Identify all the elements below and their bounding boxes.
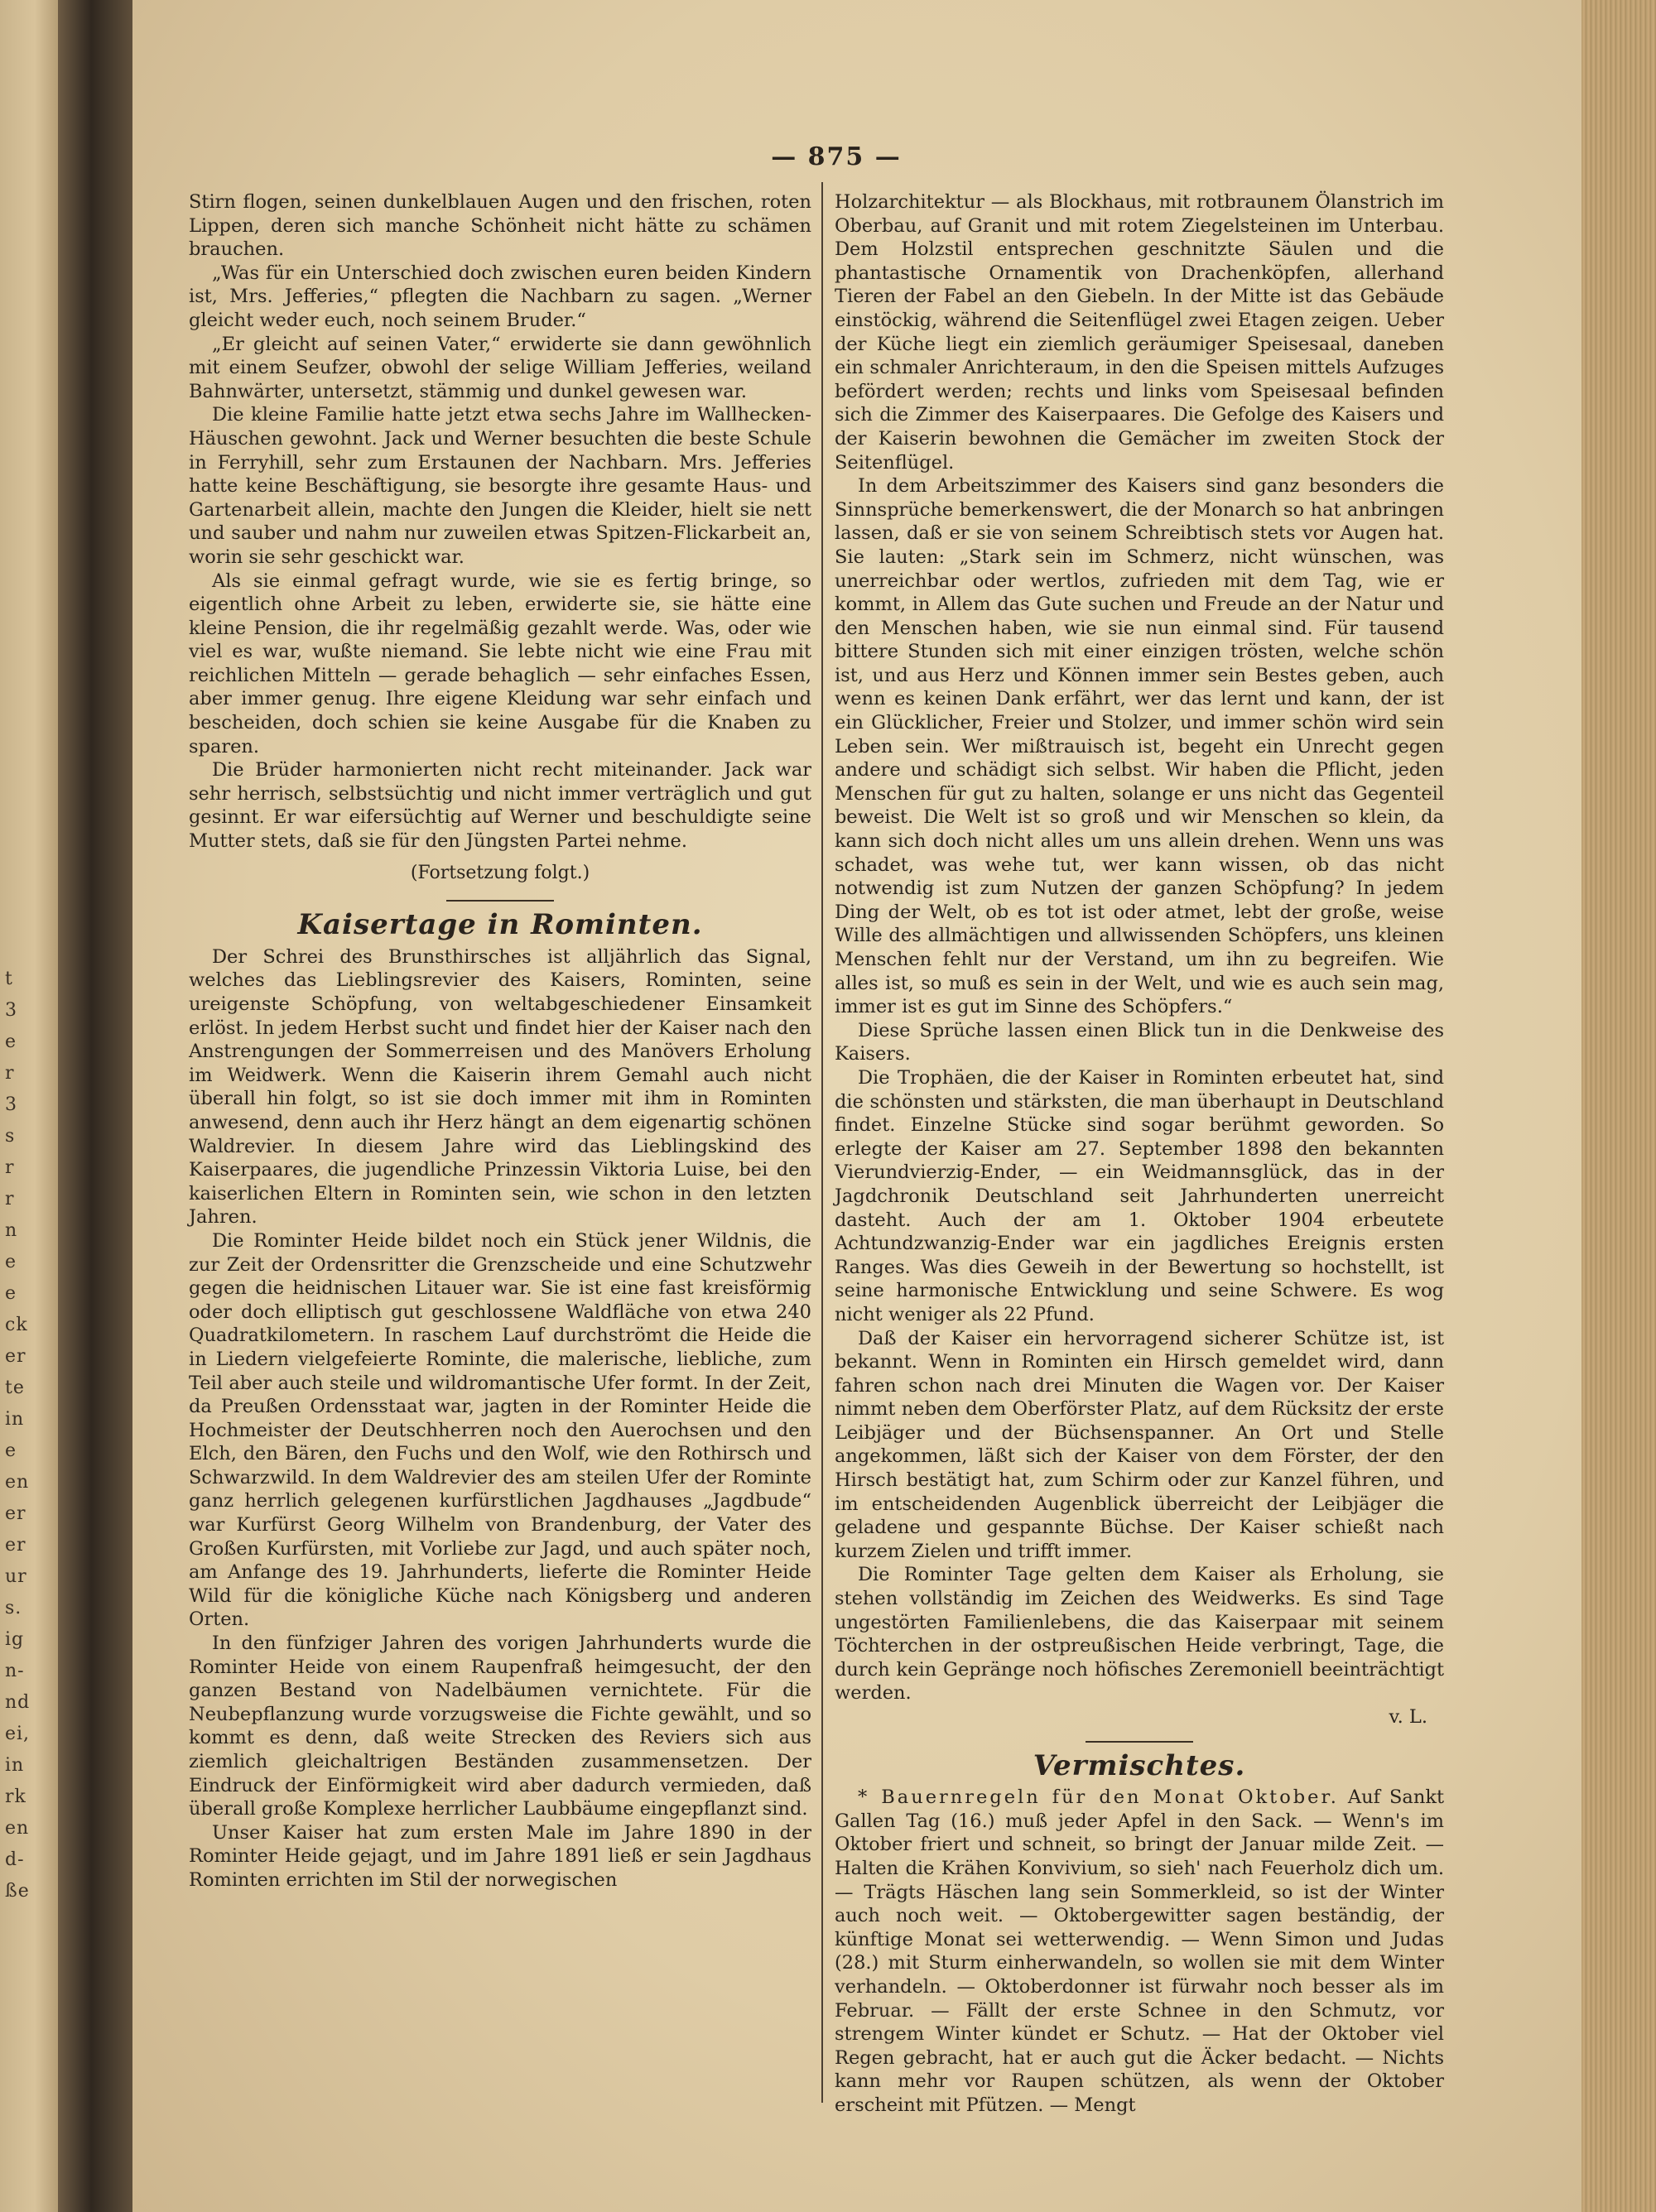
- left-page-fragment-text: s.: [5, 1598, 22, 1618]
- left-page-fragment-text: en: [5, 1472, 30, 1493]
- left-page-fragment-text: ei,: [5, 1724, 31, 1744]
- misc-lead: * Bauernregeln für den Monat Oktober.: [858, 1786, 1339, 1809]
- author-signature: v. L.: [1389, 1706, 1427, 1728]
- left-page-fragment-text: e: [5, 1252, 17, 1272]
- left-page-fragment-text: e: [5, 1440, 17, 1461]
- left-page-fragment-text: 3: [5, 1094, 17, 1115]
- column-divider: [821, 182, 823, 2103]
- left-page-fragment-text: nd: [5, 1692, 31, 1713]
- left-column: [189, 190, 811, 1892]
- left-page-fragment-text: r: [5, 1157, 15, 1178]
- article-paragraph: Die Rominter Tage gelten dem Kaiser als Erholung, sie stehen vollständig im Zeichen des Weidwerks. Es sind Tage ungestörten Familienlebens, die das Kaiserpaar mit seinem Töchterchen in der ostpreußischen Heide verbringt, Tage, die durch kein Gepränge noch höfisches Zeremoniell beeinträchtigt werden.: [835, 1564, 1444, 1705]
- article-paragraph: In den fünfziger Jahren des vorigen Jahrhunderts wurde die Rominter Heide von einem Raupenfraß heimgesucht, der den ganzen Bestand von Nadelbäumen vernichtete. Für die Neubepflanzung wurde vorzugsweise die Fichte gewählt, und so kommt es denn, daß weite Strecken des Reviers sich aus ziemlich gleichaltrigen Beständen zusammensetzen. Der Eindruck der Einförmigkeit wird aber dadurch vermieden, daß überall große Komplexe herrlicher Laubbäume eingepflanzt sind.: [189, 1633, 811, 1820]
- article-paragraph: In dem Arbeitszimmer des Kaisers sind ganz besonders die Sinnsprüche bemerkenswert, die der Monarch so hat anbringen lassen, daß er sie von seinem Schreibtisch stets vor Augen hat. Sie lauten: „Stark sein im Schmerz, nicht wünschen, was unerreichbar oder wertlos, zufrieden mit dem Tag, wie er kommt, in Allem das Gute suchen und Freude an der Natur und den Menschen haben, wie sie nun einmal sind. Für tausend bittere Stunden sich mit einer einzigen trösten, welche schön ist, und aus Herz und Können immer sein Bestes geben, auch wenn es keinen Dank erfährt, wer das lernt und kann, der ist ein Glücklicher, Freier und Stolzer, und immer schön wird sein Leben sein. Wer mißtrauisch ist, begeht ein Unrecht gegen andere und schädigt sich selbst. Wir haben die Pflicht, jeden Menschen für gut zu halten, solange er uns nicht das Gegenteil beweist. Die Welt ist so groß und wir Menschen so klein, da kann sich doch nicht alles um uns allein drehen. Wenn uns was schadet, was wehe tut, wer kann wissen, ob das nicht notwendig ist zum Nutzen der ganzen Schöpfung? In jedem Ding der Welt, ob es tot ist oder atmet, lebt der große, weise Wille des allmächtigen und allwissenden Schöpfers, uns kleinen Menschen fehlt nur der Verstand, um ihn zu begreifen. Wie alles ist, so muß es sein in der Welt, und wie es auch sein mag, immer ist es gut im Sinne des Schöpfers.“: [835, 475, 1444, 1018]
- left-page-fragment-text: e: [5, 1283, 17, 1304]
- misc-paragraph: [835, 1786, 1444, 2117]
- left-page-fragment-text: s: [5, 1126, 16, 1147]
- page-number: — 875 —: [771, 142, 902, 171]
- article-paragraph: Daß der Kaiser ein hervorragend sicherer Schütze ist, ist bekannt. Wenn in Rominten ein Hirsch gemeldet wird, dann fahren schon nach drei Minuten die Wagen vor. Der Kaiser nimmt neben dem Oberförster Platz, auf dem Rücksitz der erste Leibjäger und der Büchsenspanner. An Ort und Stelle angekommen, läßt sich der Kaiser von dem Förster, der den Hirsch bestätigt hat, zum Schirm oder zur Kanzel führen, und im entscheidenden Augenblick überreicht der Leibjäger die geladene und gespannte Büchse. Der Kaiser schießt nach kurzem Zielen und trifft immer.: [835, 1327, 1444, 1562]
- misc-title: Vermischtes.: [1033, 1748, 1246, 1782]
- left-page-fragment-text: te: [5, 1378, 25, 1398]
- story-paragraph: Die Brüder harmonierten nicht recht miteinander. Jack war sehr herrisch, selbstsüchtig und nicht immer verträglich und gut gesinnt. Er war eifersüchtig auf Werner und beschuldigte seine Mutter stets, daß sie für den Jüngsten Partei nehme.: [189, 759, 811, 853]
- left-page-fragment-text: r: [5, 1189, 15, 1209]
- story-paragraph: „Was für ein Unterschied doch zwischen euren beiden Kindern ist, Mrs. Jefferies,“ pflegten die Nachbarn zu sagen. „Werner gleicht weder euch, noch seinem Bruder.“: [189, 262, 811, 331]
- left-page-fragment-text: e: [5, 1031, 17, 1052]
- left-page-fragment-text: d-: [5, 1849, 25, 1870]
- article-paragraph: Die Trophäen, die der Kaiser in Rominten erbeutet hat, sind die schönsten und stärksten, die man überhaupt in Deutschland findet. Einzelne Stücke sind sogar berühmt geworden. So erlegte der Kaiser am 27. September 1898 den bekannten Vierundvierzig-Ender, — ein Weidmannsglück, das in der Jagdchronik Deutschland seit Jahrhunderten unerreicht dasteht. Auch der am 1. Oktober 1904 erbeutete Achtundzwanzig-Ender war ein jagdliches Ereignis ersten Ranges. Was dies Geweih in der Bewertung so hochstellt, ist seine harmonische Entwicklung und seine Schwere. Es wog nicht weniger als 22 Pfund.: [835, 1066, 1444, 1325]
- story-paragraph: Die kleine Familie hatte jetzt etwa sechs Jahre im Wallhecken-Häuschen gewohnt. Jack und Werner besuchten die beste Schule in Ferryhill, sehr zum Erstaunen der Nachbarn. Mrs. Jefferies hatte keine Beschäftigung, sie besorgte ihre gesamte Haus- und Gartenarbeit allein, machte den Jungen die Kleider, hielt sie nett und sauber und nahm nur zuweilen etwas Spitzen-Flickarbeit an, worin sie sehr geschickt war.: [189, 404, 811, 568]
- article-paragraph: Die Rominter Heide bildet noch ein Stück jener Wildnis, die zur Zeit der Ordensritter die Grenzscheide und eine Schutzwehr gegen die heidnischen Litauer war. Sie ist eine fast kreisförmig oder doch elliptisch gut geschlossene Waldfläche von etwa 240 Quadratkilometern. In raschem Lauf durchströmt die Heide die in Liedern vielgefeierte Rominte, die malerische, liebliche, zum Teil aber auch steile und wildromantische Ufer formt. In der Zeit, da Preußen Ordensstaat war, jagten in der Rominter Heide die Hochmeister der Deutschherren noch den Auerochsen und den Elch, den Bären, den Fuchs und den Wolf, wie den Rothirsch und Schwarzwild. In dem Waldrevier des am steilen Ufer der Rominte ganz herrlich gelegenen kurfürstlichen Jagdhauses „Jagdbude“ war Kurfürst Georg Wilhelm von Brandenburg, der Vater des Großen Kurfürsten, mit Vorliebe zur Jagd, und auch später noch, am Anfange des 19. Jahrhunderts, lieferte die Rominter Heide Wild für die königliche Küche nach Königsberg und anderen Orten.: [189, 1229, 811, 1631]
- section-rule: [446, 900, 554, 902]
- left-page-fragment-text: er: [5, 1346, 26, 1367]
- left-page-fragment: [0, 0, 58, 2212]
- left-page-fragment-text: er: [5, 1503, 26, 1524]
- left-page-fragment-text: er: [5, 1535, 26, 1556]
- story-paragraph: Stirn flogen, seinen dunkelblauen Augen und den frischen, roten Lippen, deren sich manche Schönheit nicht hätte zu schämen brauchen.: [189, 191, 811, 261]
- book-gutter: [58, 0, 132, 2212]
- left-page-fragment-text: r: [5, 1063, 15, 1084]
- left-page-fragment-text: 3: [5, 1000, 17, 1021]
- left-page-fragment-text: ße: [5, 1881, 30, 1902]
- page-edges: [1581, 0, 1656, 2212]
- left-page-fragment-text: en: [5, 1818, 30, 1839]
- article-paragraph: Der Schrei des Brunsthirsches ist alljährlich das Signal, welches das Lieblingsrevier des Kaisers, Rominten, seine ureigenste Schöpfung, von weltabgeschiedener Einsamkeit erlöst. In jedem Herbst sucht und findet hier der Kaiser nach den Anstrengungen der Sommerreisen und des Manövers Erholung im Weidwerk. Wenn die Kaiserin ihrem Gemahl auch nicht überall hin folgt, so ist sie doch immer mit ihm in Rominten anwesend, denn auch ihr Herz hängt an dem eigenartig schönen Waldrevier. In diesem Jahre wird das Lieblingskind des Kaiserpaares, die jugendliche Prinzessin Viktoria Luise, bei den kaiserlichen Eltern in Rominten sein, wie schon in den letzten Jahren.: [189, 945, 811, 1229]
- article-paragraph: Holzarchitektur — als Blockhaus, mit rotbraunem Ölanstrich im Oberbau, auf Granit und mit rotem Ziegelsteinen im Unterbau. Dem Holzstil entsprechen geschnitzte Säulen und die phantastische Ornamentik von Drachenköpfen, allerhand Tieren der Fabel an den Giebeln. In der Mitte ist das Gebäude einstöckig, während die Seitenflügel zwei Etagen zeigen. Ueber der Küche liegt ein ziemlich geräumiger Speisesaal, daneben ein schmaler Anrichteraum, in den die Speisen mittels Aufzuges befördert werden; rechts und links vom Speisesaal befinden sich die Zimmer des Kaiserpaares. Die Gefolge des Kaisers und der Kaiserin bewohnen die Gemächer im zweiten Stock der Seitenflügel.: [835, 191, 1444, 474]
- misc-text: Auf Sankt Gallen Tag (16.) muß jeder Apfel in den Sack. — Wenn's im Oktober friert und schneit, so bringt der Januar milde Zeit. — Halten die Krähen Konvivium, so sieh' nach Feuerholz dich um. — Trägts Häschen lang sein Sommerkleid, so ist der Winter auch noch weit. — Oktobergewitter sagen beständig, der künftige Monat sei wetterwendig. — Wenn Simon und Judas (28.) mit Sturm einherwandeln, so wollen sie mit dem Winter verhandeln. — Oktoberdonner ist fürwahr noch besser als im Februar. — Fällt der erste Schnee in den Schmutz, vor strengem Winter kündet er Schutz. — Hat der Oktober viel Regen gebracht, hat er auch gut die Äcker bedacht. — Nichts kann mehr vor Raupen schützen, als wenn der Oktober erscheint mit Pfützen. — Mengt: [835, 1786, 1444, 2116]
- right-column: [835, 190, 1444, 2118]
- section-rule: [1086, 1741, 1193, 1743]
- left-page-fragment-text: in: [5, 1409, 25, 1430]
- continued-notice: (Fortsetzung folgt.): [410, 862, 590, 883]
- left-page-fragment-text: ck: [5, 1315, 28, 1335]
- story-paragraph: „Er gleicht auf seinen Vater,“ erwiderte sie dann gewöhnlich mit einem Seufzer, obwohl der selige William Jefferies, weiland Bahnwärter, untersetzt, stämmig und dunkel gewesen war.: [189, 333, 811, 402]
- left-page-fragment-text: ur: [5, 1566, 27, 1587]
- article-paragraph: Unser Kaiser hat zum ersten Male im Jahre 1890 in der Rominter Heide gejagt, und im Jahre 1891 ließ er sein Jagdhaus Rominten errichten im Stil der norwegischen: [189, 1821, 811, 1891]
- article-title: Kaisertage in Rominten.: [297, 908, 703, 942]
- left-page-fragment-text: t: [5, 969, 13, 989]
- left-page-fragment-text: ig: [5, 1629, 25, 1650]
- left-page-fragment-text: rk: [5, 1786, 26, 1807]
- story-paragraph: Als sie einmal gefragt wurde, wie sie es fertig bringe, so eigentlich ohne Arbeit zu leben, erwiderte sie, sie hätte eine kleine Pension, die ihr regelmäßig gezahlt werde. Was, oder wie viel es war, wußte niemand. Sie lebte nicht wie eine Frau mit reichlichen Mitteln — gerade behaglich — sehr einfaches Essen, aber immer genug. Ihre eigene Kleidung war sehr einfach und bescheiden, doch schien sie keine Ausgabe für die Knaben zu sparen.: [189, 570, 811, 757]
- left-page-fragment-text: in: [5, 1755, 25, 1776]
- left-page-fragment-text: n: [5, 1220, 18, 1241]
- left-page-fragment-text: n-: [5, 1661, 25, 1681]
- article-paragraph: Diese Sprüche lassen einen Blick tun in die Denkweise des Kaisers.: [835, 1019, 1444, 1065]
